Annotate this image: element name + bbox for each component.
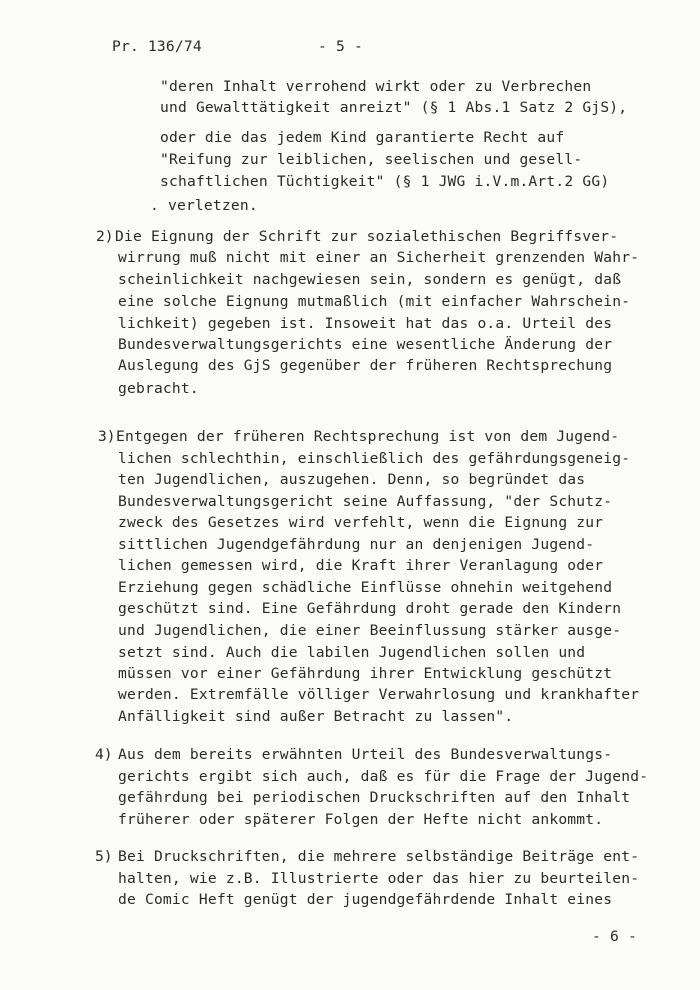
item-line: sittlichen Jugendgefährdung nur an denjenigen Jugend-	[118, 536, 595, 553]
item-line: Entgegen der früheren Rechtsprechung ist von dem Jugend-	[116, 428, 620, 445]
next-page-marker: - 6 -	[592, 928, 637, 945]
item-line: Auslegung des GjS gegenüber der früheren Rechtsprechung	[118, 357, 613, 374]
item-line: Erziehung gegen schädliche Einflüsse ohnehin weitgehend	[118, 579, 613, 596]
item-line: lichen gemessen wird, die Kraft ihrer Veranlagung oder	[118, 557, 604, 574]
item-line: lichen schlechthin, einschließlich des gefährdungsgeneig-	[118, 450, 631, 467]
item-line: müssen vor einer Gefährdung ihrer Entwicklung geschützt	[118, 665, 613, 682]
intro-line: "Reifung zur leiblichen, seelischen und gesell-	[160, 151, 583, 168]
item-line: Die Eignung der Schrift zur sozialethischen Begriffsver-	[115, 228, 619, 245]
item-line: Bei Druckschriften, die mehrere selbständige Beiträge ent-	[118, 848, 640, 865]
item-line: lichkeit) gegeben ist. Insoweit hat das o.a. Urteil des	[118, 315, 613, 332]
item-line: scheinlichkeit nachgewiesen sein, sondern es genügt, daß	[118, 271, 622, 288]
item-line: halten, wie z.B. Illustrierte oder das hier zu beurteilen-	[118, 870, 640, 887]
item-line: wirrung muß nicht mit einer an Sicherheit grenzenden Wahr-	[118, 249, 640, 266]
item-line: ten Jugendlichen, auszugehen. Denn, so begründet das	[118, 471, 586, 488]
intro-line: schaftlichen Tüchtigkeit" (§ 1 JWG i.V.m.Art.2 GG)	[160, 173, 610, 190]
intro-line: "deren Inhalt verrohend wirkt oder zu Verbrechen	[160, 78, 592, 95]
item-number: 4)	[95, 746, 113, 763]
item-line: eine solche Eignung mutmaßlich (mit einfacher Wahrschein-	[118, 293, 631, 310]
item-line: gerichts ergibt sich auch, daß es für die Frage der Jugend-	[118, 768, 649, 785]
item-line: Anfälligkeit sind außer Betracht zu lassen".	[118, 708, 514, 725]
item-line: werden. Extremfälle völliger Verwahrlosung und krankhafter	[118, 686, 640, 703]
item-line: früherer oder späterer Folgen der Hefte nicht ankommt.	[118, 811, 604, 828]
intro-line: . verletzen.	[150, 197, 258, 214]
item-line: setzt sind. Auch die labilen Jugendlichen sollen und	[118, 644, 586, 661]
intro-line: oder die das jedem Kind garantierte Recht auf	[160, 129, 565, 146]
item-number: 2)	[96, 228, 114, 245]
intro-line: und Gewalttätigkeit anreizt" (§ 1 Abs.1 Satz 2 GjS),	[160, 99, 628, 116]
document-reference: Pr. 136/74	[112, 38, 202, 55]
item-number: 5)	[95, 848, 113, 865]
item-line: Bundesverwaltungsgericht seine Auffassung, "der Schutz-	[118, 493, 613, 510]
item-line: de Comic Heft genügt der jugendgefährdende Inhalt eines	[118, 891, 613, 908]
item-line: Aus dem bereits erwähnten Urteil des Bundesverwaltungs-	[118, 746, 613, 763]
item-line: geschützt sind. Eine Gefährdung droht gerade den Kindern	[118, 600, 622, 617]
item-line: und Jugendlichen, die einer Beeinflussung stärker ausge-	[118, 622, 622, 639]
item-number: 3)	[98, 428, 116, 445]
page-number: - 5 -	[318, 38, 363, 55]
item-line: Bundesverwaltungsgerichts eine wesentliche Änderung der	[118, 336, 613, 353]
item-line: gefährdung bei periodischen Druckschriften auf den Inhalt	[118, 789, 631, 806]
item-line: zweck des Gesetzes wird verfehlt, wenn die Eignung zur	[118, 514, 604, 531]
item-line: gebracht.	[118, 380, 199, 397]
